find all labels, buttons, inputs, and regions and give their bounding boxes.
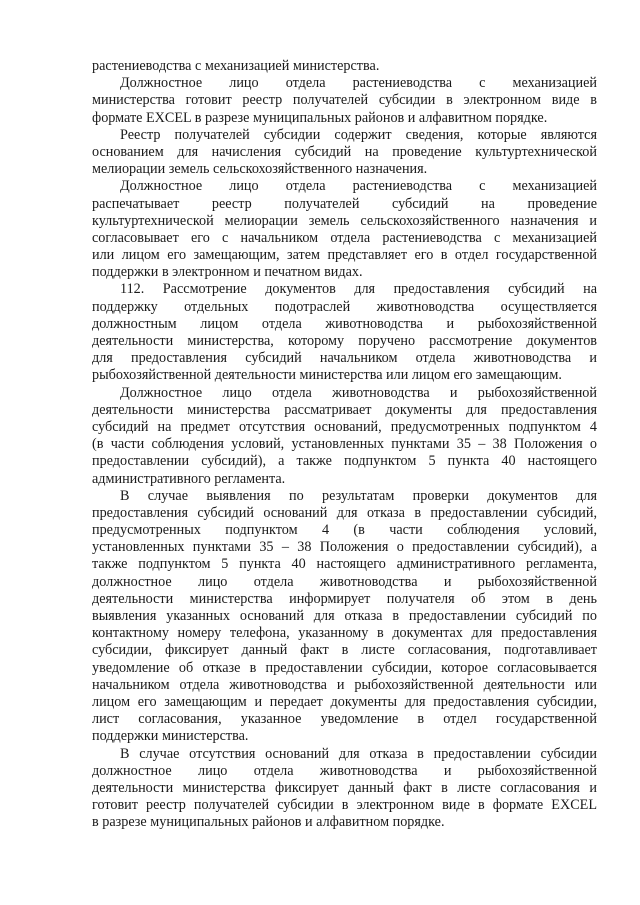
paragraph bbox=[92, 488, 597, 746]
text-line: поддержки в электронном и печатном видах. bbox=[92, 264, 363, 281]
text-line: В случае отсутствия оснований для отказа в предоставлении субсидии bbox=[120, 745, 597, 762]
paragraph bbox=[92, 178, 597, 281]
text-line: 112. Рассмотрение документов для предоставления субсидий на bbox=[120, 281, 597, 298]
text-line: выявления указанных оснований для отказа в предоставлении субсидий по bbox=[92, 608, 597, 624]
text-line: должностное лицо отдела животноводства и рыбохозяйственной bbox=[92, 762, 597, 779]
text-line: субсидий на предмет отсутствия оснований, предусмотренных подпунктом 4 bbox=[92, 418, 597, 435]
text-line: начальником отдела животноводства и рыбохозяйственной деятельности или bbox=[92, 676, 597, 693]
text-line: уведомление об отказе в предоставлении субсидии, которое согласовывается bbox=[92, 659, 597, 676]
text-line: должностным лицом отдела животноводства и рыбохозяйственной bbox=[92, 315, 597, 332]
text-line: министерства готовит реестр получателей субсидии в электронном виде в bbox=[92, 92, 597, 109]
text-line: формате EXCEL в разрезе муниципальных районов и алфавитном порядке. bbox=[92, 109, 548, 126]
text-line: В случае выявления по результатам проверки документов для bbox=[120, 487, 597, 504]
text-line: Должностное лицо отдела растениеводства с механизацией bbox=[120, 75, 597, 92]
text-line: контактному номеру телефона, указанному в документах для предоставления bbox=[92, 625, 597, 642]
document-page bbox=[92, 58, 597, 831]
text-line: деятельности министерства информирует получателя об этом в день bbox=[92, 590, 597, 607]
text-line: субсидии, фиксирует данный факт в листе согласования, подготавливает bbox=[92, 642, 597, 659]
text-line: мелиорации земель сельскохозяйственного назначения. bbox=[92, 161, 428, 178]
text-line: растениеводства с механизацией министерства. bbox=[92, 58, 380, 74]
text-line: деятельности министерства рассматривает документы для предоставления bbox=[92, 401, 597, 418]
text-line: поддержки министерства. bbox=[92, 728, 249, 745]
text-line: (в части соблюдения условий, установленных пунктами 35 – 38 Положения о bbox=[92, 436, 597, 453]
text-line: предоставлении субсидий), а также подпунктом 5 пункта 40 настоящего bbox=[92, 453, 597, 470]
text-line: для предоставления субсидий начальником отдела животноводства и bbox=[92, 350, 597, 367]
text-line: деятельности министерства, которому поручено рассмотрение документов bbox=[92, 333, 597, 349]
text-line: лицом его замещающим и передает документы для предоставления субсидии, bbox=[92, 693, 597, 710]
text-line: поддержку отдельных подотраслей животноводства осуществляется bbox=[92, 298, 597, 315]
text-line: рыбохозяйственной деятельности министерства или лицом его замещающим. bbox=[92, 367, 562, 384]
text-line: предусмотренных подпунктом 4 (в части соблюдения условий, bbox=[92, 522, 597, 539]
text-line: распечатывает реестр получателей субсидий на проведение bbox=[92, 195, 597, 212]
text-line: установленных пунктами 35 – 38 Положения о предоставлении субсидий), а bbox=[92, 539, 597, 556]
paragraph bbox=[92, 385, 597, 488]
paragraph bbox=[92, 746, 597, 832]
paragraph bbox=[92, 58, 597, 75]
text-line: основанием для начисления субсидий на проведение культуртехнической bbox=[92, 143, 597, 160]
text-line: или лицом его замещающим, затем представляет его в отдел государственной bbox=[92, 247, 597, 264]
text-line: должностное лицо отдела животноводства и рыбохозяйственной bbox=[92, 573, 597, 590]
text-line: административного регламента. bbox=[92, 470, 286, 487]
paragraph bbox=[92, 127, 597, 179]
text-line: лист согласования, указанное уведомление в отдел государственной bbox=[92, 711, 597, 728]
text-line: согласовывает его с начальником отдела растениеводства с механизацией bbox=[92, 229, 597, 246]
text-line: в разрезе муниципальных районов и алфавитном порядке. bbox=[92, 814, 445, 831]
text-line: готовит реестр получателей субсидии в электронном виде в формате EXCEL bbox=[92, 797, 597, 814]
text-line: также подпунктом 5 пункта 40 настоящего административного регламента, bbox=[92, 556, 597, 573]
text-line: деятельности министерства фиксирует данный факт в листе согласования и bbox=[92, 779, 597, 796]
text-line: Реестр получателей субсидии содержит сведения, которые являются bbox=[120, 126, 597, 143]
text-line: Должностное лицо отдела животноводства и рыбохозяйственной bbox=[120, 384, 597, 401]
text-line: предоставления субсидий оснований для отказа в предоставлении субсидий, bbox=[92, 504, 597, 521]
text-line: Должностное лицо отдела растениеводства с механизацией bbox=[120, 178, 597, 195]
paragraph bbox=[92, 281, 597, 384]
paragraph bbox=[92, 75, 597, 127]
text-line: культуртехнической мелиорации земель сельскохозяйственного назначения и bbox=[92, 212, 597, 229]
